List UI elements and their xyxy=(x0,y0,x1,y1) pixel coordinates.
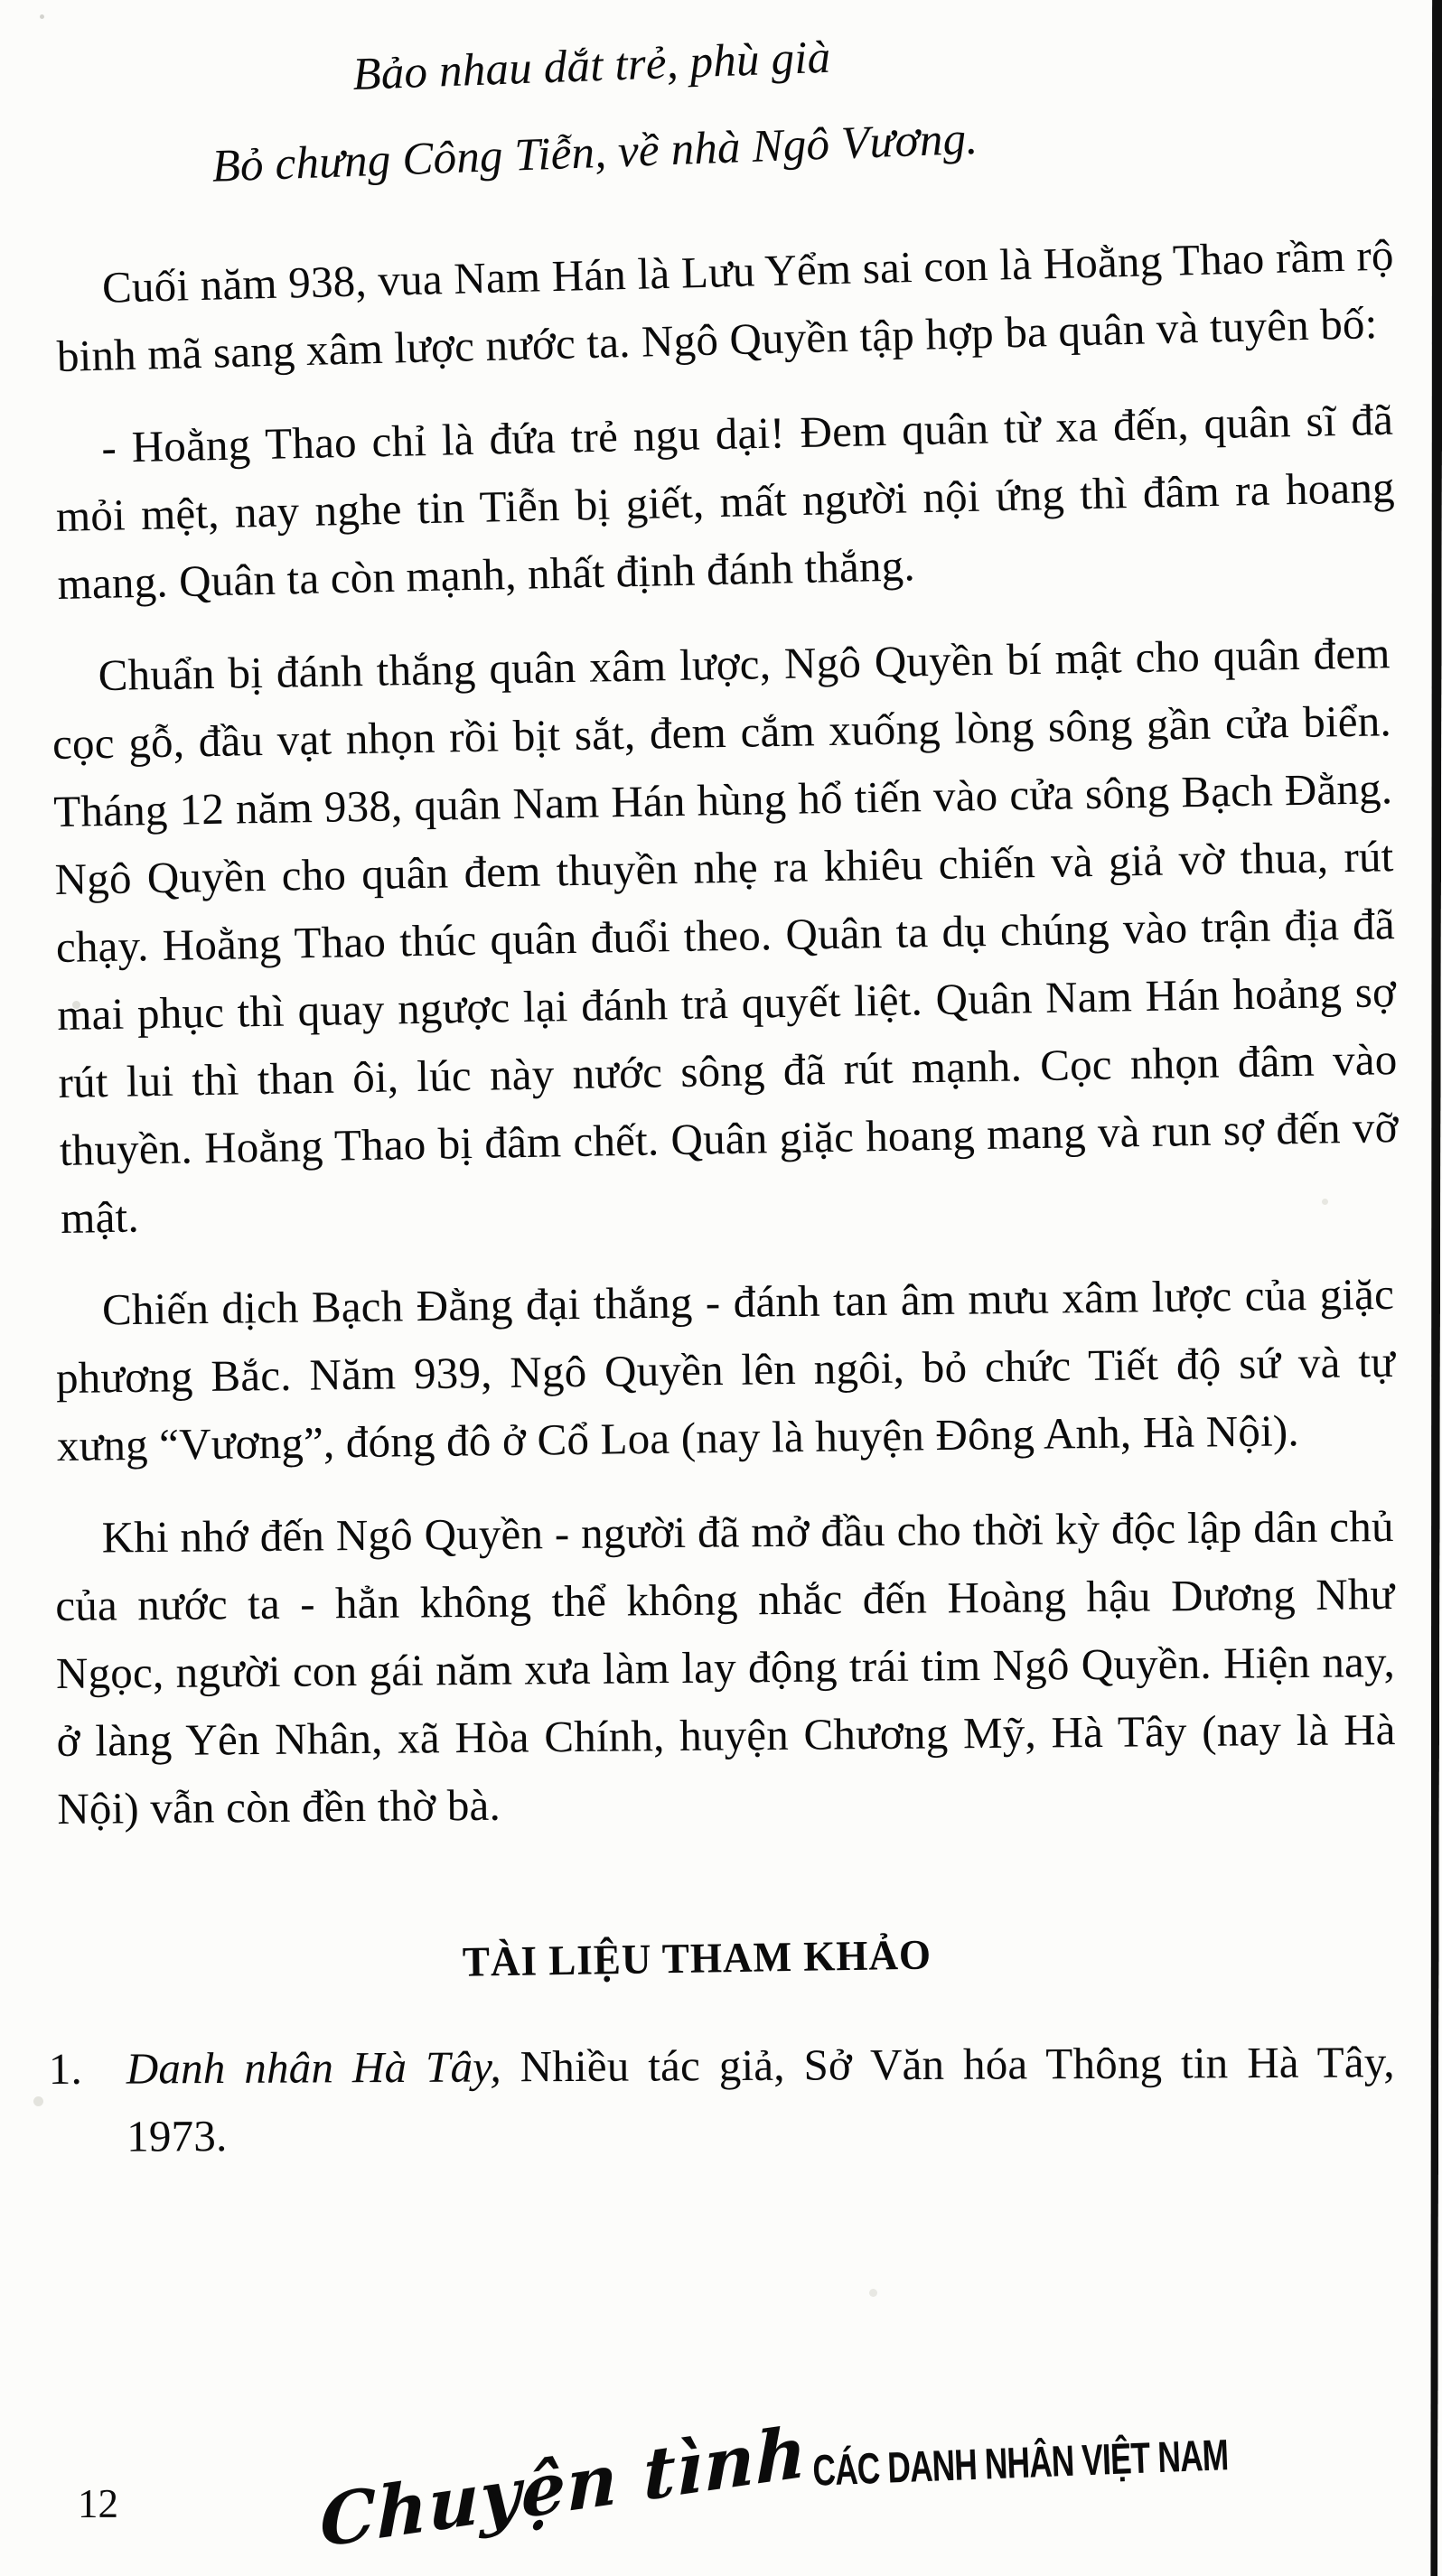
page-number: 12 xyxy=(78,2481,118,2526)
series-title-logo xyxy=(315,2410,1322,2564)
verse-line-2: Bỏ chưng Công Tiễn, về nhà Ngô Vương. xyxy=(211,113,979,192)
paragraph-5: Khi nhớ đến Ngô Quyền - người đã mở đầu cho thời kỳ độc lập dân chủ của nước ta - hẳn không thể không nhắc đến Hoàng hậu Dương Như Ngọc, người con gái năm xưa làm lay động trái tim Ngô Quyền. Hiện nay, ở làng Yên Nhân, xã Hòa Chính, huyện Chương Mỹ, Hà Tây (nay là Hà Nội) vẫn còn đền thờ bà. xyxy=(55,1501,1396,1834)
reference-item xyxy=(48,2028,1396,2170)
series-title-caps: CÁC DANH NHÂN VIỆT NAM xyxy=(811,2431,1230,2496)
verse-quote xyxy=(80,5,1106,215)
verse-line-1: Bảo nhau dắt trẻ, phù già xyxy=(351,32,832,101)
references-heading: TÀI LIỆU THAM KHẢO xyxy=(462,1931,932,1986)
reference-number: 1. xyxy=(48,2043,83,2095)
reference-detail: Nhiều tác giả, Sở Văn hóa Thông tin Hà Tây, 1973. xyxy=(126,2037,1395,2161)
paragraph-4: Chiến dịch Bạch Đằng đại thắng - đánh tan âm mưu xâm lược của giặc phương Bắc. Năm 939, Ngô Quyền lên ngôi, bỏ chức Tiết độ sứ và tự xưng “Vương”, đóng đô ở Cổ Loa (nay là huyện Đông Anh, Hà Nội). xyxy=(55,1268,1396,1470)
paragraph-1: Cuối năm 938, vua Nam Hán là Lưu Yểm sai con là Hoằng Thao rầm rộ binh mã sang xâm lược nước ta. Ngô Quyền tập hợp ba quân và tuyên bố: xyxy=(56,229,1395,381)
reference-title: Danh nhân Hà Tây, xyxy=(126,2041,502,2094)
references-list xyxy=(48,2028,1396,2170)
series-title-script: Chuyện tình xyxy=(320,2410,808,2564)
page-footer xyxy=(0,2410,1442,2564)
paragraph-2-quote: - Hoằng Thao chỉ là đứa trẻ ngu dại! Đem quân từ xa đến, quân sĩ đã mỏi mệt, nay nghe tin Tiễn bị giết, mất người nội ứng thì đâm ra hoang mang. Quân ta còn mạnh, nhất định đánh thắng. xyxy=(55,394,1396,609)
paragraph-3: Chuẩn bị đánh thắng quân xâm lược, Ngô Quyền bí mật cho quân đem cọc gỗ, đầu vạt nhọn rồi bịt sắt, đem cắm xuống lòng sông gần cửa biển. Tháng 12 năm 938, quân Nam Hán hùng hổ tiến vào cửa sông Bạch Đằng. Ngô Quyền cho quân đem thuyền nhẹ ra khiêu chiến và giả vờ thua, rút chạy. Hoằng Thao thúc quân đuổi theo. Quân ta dụ chúng vào trận địa đã mai phục thì quay ngược lại đánh trả quyết liệt. Quân Nam Hán hoảng sợ rút lui thì than ôi, lúc này nước sông đã rút mạnh. Cọc nhọn đâm vào thuyền. Hoằng Thao bị đâm chết. Quân giặc hoang mang và run sợ đến vỡ mật. xyxy=(52,628,1400,1243)
